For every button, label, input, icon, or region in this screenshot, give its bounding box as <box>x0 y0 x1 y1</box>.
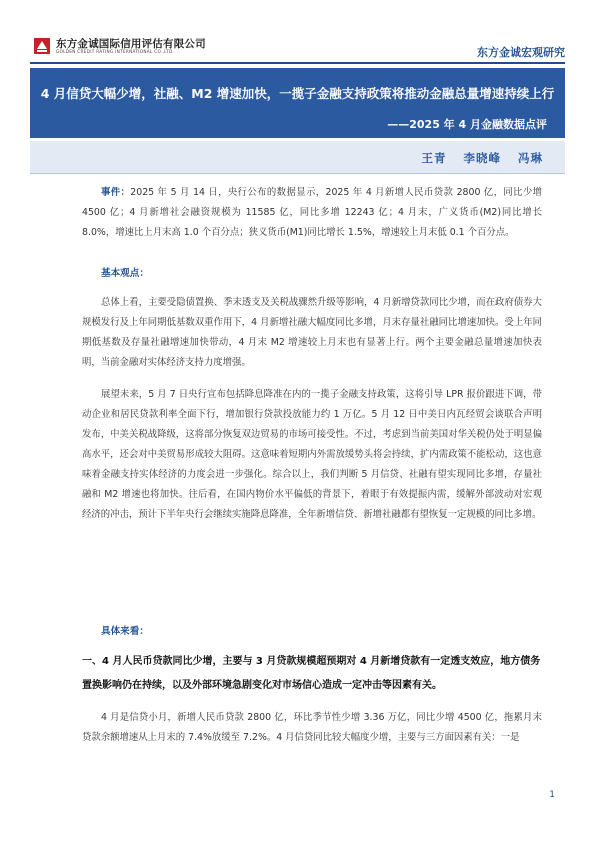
page-number: 1 <box>549 790 555 800</box>
author-band <box>30 141 565 174</box>
event-text: 2025 年 5 月 14 日，央行公布的数据显示，2025 年 4 月新增人民币贷款 2800 亿，同比少增 4500 亿；4 月新增社会融资规模为 11585 亿，同比多增 12243 亿；4 月末，广义货币(M2)同比增长 8.0%，增速比上月末高 1.0 个百分点；狭义货币(M1)同比增长 1.5%，增速较上月末低 0.1 个百分点。 <box>82 187 542 238</box>
company-logo <box>34 36 214 56</box>
company-name-cn: 东方金诚国际信用评估有限公司 <box>56 38 206 50</box>
author-name: 王青 <box>421 151 447 165</box>
page-header <box>0 0 595 62</box>
logo-mark-icon <box>34 38 50 54</box>
report-title: 4 月信贷大幅少增，社融、M2 增速加快，一揽子金融支持政策将推动金融总量增速持续上行 <box>40 86 555 101</box>
views-section <box>82 293 542 525</box>
report-subtitle: ——2025 年 4 月金融数据点评 <box>387 118 547 131</box>
details-section <box>82 650 542 748</box>
details-heading: 具体来看： <box>101 626 149 637</box>
header-divider <box>30 62 565 64</box>
title-banner <box>30 68 565 138</box>
company-name-en: GOLDEN CREDIT RATING INTERNATIONAL CO.,LTD. <box>56 49 175 54</box>
event-paragraph <box>82 183 542 243</box>
views-heading: 基本观点： <box>101 268 149 279</box>
details-subheading: 一、4 月人民币贷款同比少增，主要与 3 月贷款规模超预期对 4 月新增贷款有一定透支效应，地方债务置换影响仍在持续，以及外部环境急剧变化对市场信心造成一定冲击等因素有关。 <box>82 656 541 691</box>
author-name: 李晓峰 <box>463 151 501 165</box>
details-heading-block <box>82 623 542 637</box>
event-label: 事件： <box>101 187 131 198</box>
details-paragraph-1: 4 月是信贷小月，新增人民币贷款 2800 亿，环比季节性少增 3.36 万亿，同比少增 4500 亿，拖累月末贷款余额增速从上月末的 7.4%放缓至 7.2%。4 月信贷同比较大幅度少增，主要与三方面因素有关：一是 <box>82 712 542 743</box>
author-list <box>409 150 543 166</box>
views-heading-block <box>82 265 542 279</box>
views-paragraph-1: 总体上看，主要受隐债置换、季末透支及关税战骤然升级等影响，4 月新增贷款同比少增，而在政府债券大规模发行及上年同期低基数双重作用下，4 月新增社融大幅度同比多增，月末存量社融同比增速加快。受上年同期低基数及存量社融增速加快带动，4 月末 M2 增速较上月末也有显著上行。两个主要金融总量增速加快表明，当前金融对实体经济支持力度增强。 <box>82 297 542 368</box>
brand-label: 东方金诚宏观研究 <box>477 46 565 59</box>
event-section <box>82 183 542 243</box>
author-name: 冯琳 <box>518 151 543 165</box>
views-paragraph-2: 展望未来，5 月 7 日央行宣布包括降息降准在内的一揽子金融支持政策，这将引导 LPR 报价跟进下调，带动企业和居民贷款利率全面下行，增加银行贷款投放能力约 1 万亿。5 月 12 日中美日内瓦经贸会谈联合声明发布，中美关税战降级，这将部分恢复双边贸易的市场可接受性。不过，考虑到当前美国对华关税仍处于明显偏高水平，还会对中美贸易形成较大阻碍。这意味着短期内外需放缓势头将会持续，扩内需政策不能松动，这也意味着金融支持实体经济的力度会进一步强化。综合以上，我们判断 5 月信贷、社融有望实现同比多增，存量社融和 M2 增速也将加快。往后看，在国内物价水平偏低的背景下，着眼于有效提振内需，缓解外部波动对宏观经济的冲击，预计下半年央行会继续实施降息降准，全年新增信贷、新增社融都有望恢复一定规模的同比多增。 <box>82 389 542 520</box>
